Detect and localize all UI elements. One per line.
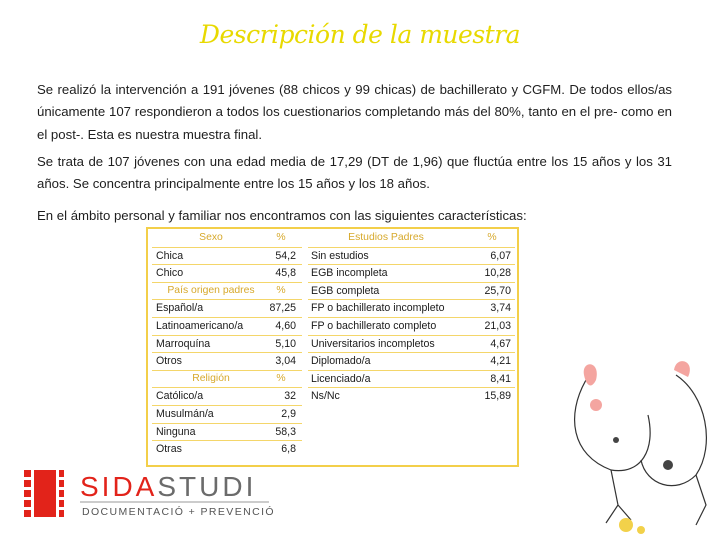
table-row-divider [152,352,302,353]
table-cell-label: EGB completa [311,284,380,297]
table-cell-label: Sin estudios [311,249,369,262]
table-header-label: País origen padres [167,284,255,296]
table-row-divider [308,370,515,371]
table-cell-label: Chico [156,267,184,280]
logo-tagline: DOCUMENTACIÓ + PREVENCIÓ [82,506,275,518]
table-header-label: Religión [192,372,230,384]
table-cell-value: 32 [284,390,296,403]
sidastudi-logo [24,470,324,520]
table-row-divider [308,264,515,265]
table-cell-value: 5,10 [275,337,296,350]
table-cell-value: 8,41 [490,372,511,385]
table-row-divider [152,335,302,336]
paragraph-age: Se trata de 107 jóvenes con una edad media de 17,29 (DT de 1,96) que fluctúa entre los 15 años y los 31 años. Se concentra principalmente entre los 15 años y los 18 años. [37,154,672,192]
table-cell-value: 4,60 [275,320,296,332]
table-cell-value: 2,9 [281,408,296,420]
paragraph-intro-table: En el ámbito personal y familiar nos encontramos con las siguientes características: [37,208,527,223]
table-cell-value: 58,3 [275,425,296,438]
table-cell-label: Universitarios incompletos [311,337,435,350]
table-row-divider [308,335,515,336]
table-row-divider [152,370,302,371]
table-cell-value: 54,2 [275,249,296,262]
table-row-divider [308,387,515,388]
table-cell-value: 4,21 [490,355,511,368]
page-title: Descripción de la muestra [199,20,521,49]
table-cell-label: Latinoamericano/a [156,320,244,332]
table-cell-label: Español/a [156,302,204,315]
table-cell-value: 4,67 [490,337,511,350]
table-cell-value: 10,28 [484,267,511,280]
table-row-divider [152,440,302,441]
paragraph-sample: Se realizó la intervención a 191 jóvenes (88 chicos y 99 chicas) de bachillerato y CGFM. De todos ellos/as únicamente 107 respondieron a todos los cuestionarios completando más del 80%, tanto en el pre- como en el post-. Esta es nuestra muestra final. [37,82,672,142]
table-cell-value: 6,07 [490,249,511,262]
table-row-divider [308,317,515,318]
table-cell-label: Otras [156,443,182,456]
table-cell-label: EGB incompleta [311,267,388,280]
table-cell-value: 87,25 [269,302,296,315]
table-row-divider [152,247,302,248]
wine-glasses-illustration [556,355,720,535]
demographics-table [146,227,519,467]
table-row-divider [308,299,515,300]
table-row-divider [152,423,302,424]
table-cell-label: Marroquína [156,337,211,350]
table-cell-label: FP o bachillerato incompleto [311,302,445,315]
table-cell-label: Musulmán/a [156,408,214,420]
svg-text:SIDASTUDI [80,471,256,502]
table-row-divider [152,317,302,318]
table-cell-value: 45,8 [275,267,296,280]
table-cell-label: Ninguna [156,425,196,438]
table-cell-value: 6,8 [281,443,296,456]
table-header-percent: % [276,232,286,243]
table-header-percent: % [487,232,497,243]
table-cell-label: Católico/a [156,390,204,403]
table-header-percent: % [276,284,286,296]
table-cell-label: Ns/Nc [311,390,340,403]
logo-brand-studi: STUDI [157,471,257,502]
table-cell-label: Otros [156,355,182,368]
table-row-divider [152,264,302,265]
table-header-label: Sexo [199,232,223,243]
table-cell-value: 3,04 [275,355,296,368]
logo-brand-sida: SIDA [80,471,158,502]
table-cell-label: Chica [156,249,184,262]
table-row-divider [152,299,302,300]
table-header-percent: % [276,372,286,384]
table-cell-label: Licenciado/a [311,372,371,385]
table-cell-label: FP o bachillerato completo [311,320,437,332]
table-cell-value: 3,74 [490,302,511,315]
table-row-divider [152,387,302,388]
logo-mark-icon [24,470,64,517]
table-cell-value: 21,03 [484,320,511,332]
table-row-divider [308,282,515,283]
table-row-divider [152,405,302,406]
table-row-divider [308,247,515,248]
table-cell-value: 15,89 [484,390,511,403]
table-cell-label: Diplomado/a [311,355,371,368]
table-row-divider [152,282,302,283]
table-row-divider [308,352,515,353]
table-cell-value: 25,70 [484,284,511,297]
table-header-label: Estudios Padres [348,232,424,243]
